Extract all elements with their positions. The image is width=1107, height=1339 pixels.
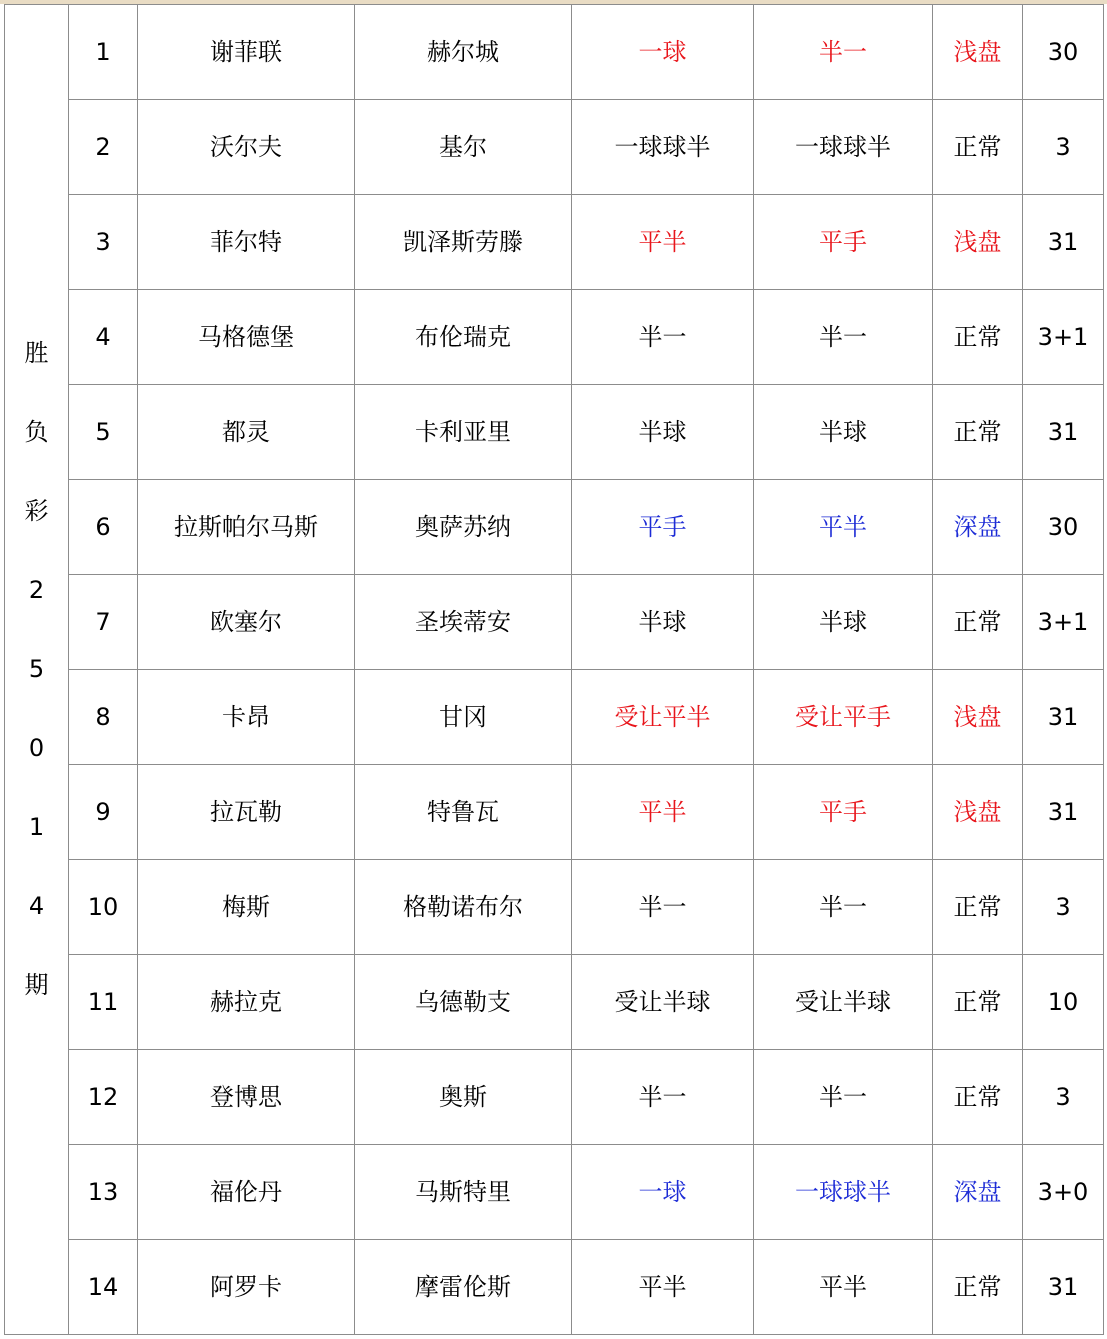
- handicap-open-cell: 半一: [572, 290, 754, 385]
- handicap-close-cell: 平手: [754, 195, 933, 290]
- home-team-cell: 欧塞尔: [138, 575, 355, 670]
- home-team-cell: 卡昂: [138, 670, 355, 765]
- period-label-char: 1: [28, 813, 45, 841]
- handicap-open-cell: 受让半球: [572, 955, 754, 1050]
- match-number-cell: 12: [69, 1050, 138, 1145]
- match-number-cell: 6: [69, 480, 138, 575]
- away-team-cell: 乌德勒支: [355, 955, 572, 1050]
- line-type-cell: 浅盘: [933, 765, 1023, 860]
- table-row: [5, 100, 1104, 195]
- pick-cell: 30: [1023, 5, 1104, 100]
- period-label-char: 5: [28, 655, 45, 683]
- table-row: [5, 480, 1104, 575]
- handicap-open-cell: 半一: [572, 1050, 754, 1145]
- lottery-table-body: [5, 5, 1104, 1335]
- table-row: [5, 765, 1104, 860]
- table-row: [5, 1240, 1104, 1335]
- home-team-cell: 阿罗卡: [138, 1240, 355, 1335]
- handicap-open-cell: 受让平半: [572, 670, 754, 765]
- line-type-cell: 浅盘: [933, 5, 1023, 100]
- handicap-open-cell: 平半: [572, 1240, 754, 1335]
- handicap-close-cell: 平半: [754, 1240, 933, 1335]
- handicap-close-cell: 半球: [754, 575, 933, 670]
- handicap-close-cell: 半一: [754, 860, 933, 955]
- away-team-cell: 特鲁瓦: [355, 765, 572, 860]
- period-label-char: 4: [28, 892, 45, 920]
- handicap-close-cell: 半一: [754, 5, 933, 100]
- match-number-cell: 5: [69, 385, 138, 480]
- match-number-cell: 9: [69, 765, 138, 860]
- pick-cell: 30: [1023, 480, 1104, 575]
- handicap-open-cell: 平半: [572, 765, 754, 860]
- table-row: [5, 5, 1104, 100]
- period-label-char: 负: [24, 418, 49, 446]
- handicap-open-cell: 平手: [572, 480, 754, 575]
- table-row: [5, 670, 1104, 765]
- pick-cell: 3: [1023, 100, 1104, 195]
- handicap-close-cell: 一球球半: [754, 1145, 933, 1240]
- line-type-cell: 正常: [933, 860, 1023, 955]
- away-team-cell: 赫尔城: [355, 5, 572, 100]
- line-type-cell: 浅盘: [933, 195, 1023, 290]
- pick-cell: 10: [1023, 955, 1104, 1050]
- pick-cell: 3: [1023, 1050, 1104, 1145]
- lottery-table: [4, 4, 1104, 1335]
- pick-cell: 31: [1023, 765, 1104, 860]
- home-team-cell: 拉斯帕尔马斯: [138, 480, 355, 575]
- pick-cell: 3+1: [1023, 290, 1104, 385]
- away-team-cell: 布伦瑞克: [355, 290, 572, 385]
- table-row: [5, 1050, 1104, 1145]
- period-label-char: 彩: [24, 497, 49, 525]
- handicap-close-cell: 平半: [754, 480, 933, 575]
- match-number-cell: 13: [69, 1145, 138, 1240]
- table-row: [5, 1145, 1104, 1240]
- line-type-cell: 正常: [933, 575, 1023, 670]
- away-team-cell: 凯泽斯劳滕: [355, 195, 572, 290]
- pick-cell: 31: [1023, 670, 1104, 765]
- handicap-close-cell: 平手: [754, 765, 933, 860]
- handicap-close-cell: 受让平手: [754, 670, 933, 765]
- handicap-close-cell: 半一: [754, 290, 933, 385]
- home-team-cell: 福伦丹: [138, 1145, 355, 1240]
- table-row: [5, 385, 1104, 480]
- period-label-stack: [5, 314, 68, 1025]
- period-label-char: 2: [28, 576, 45, 604]
- match-number-cell: 7: [69, 575, 138, 670]
- handicap-open-cell: 半一: [572, 860, 754, 955]
- home-team-cell: 赫拉克: [138, 955, 355, 1050]
- table-row: [5, 195, 1104, 290]
- match-number-cell: 3: [69, 195, 138, 290]
- period-label-char: 期: [24, 971, 49, 999]
- match-number-cell: 11: [69, 955, 138, 1050]
- home-team-cell: 马格德堡: [138, 290, 355, 385]
- home-team-cell: 沃尔夫: [138, 100, 355, 195]
- line-type-cell: 正常: [933, 385, 1023, 480]
- table-row: [5, 575, 1104, 670]
- away-team-cell: 卡利亚里: [355, 385, 572, 480]
- period-label-char: 0: [28, 734, 45, 762]
- pick-cell: 3+0: [1023, 1145, 1104, 1240]
- handicap-open-cell: 一球: [572, 5, 754, 100]
- table-row: [5, 860, 1104, 955]
- line-type-cell: 正常: [933, 1240, 1023, 1335]
- home-team-cell: 菲尔特: [138, 195, 355, 290]
- line-type-cell: 浅盘: [933, 670, 1023, 765]
- handicap-close-cell: 半一: [754, 1050, 933, 1145]
- handicap-open-cell: 半球: [572, 575, 754, 670]
- away-team-cell: 甘冈: [355, 670, 572, 765]
- away-team-cell: 圣埃蒂安: [355, 575, 572, 670]
- away-team-cell: 马斯特里: [355, 1145, 572, 1240]
- line-type-cell: 正常: [933, 100, 1023, 195]
- away-team-cell: 基尔: [355, 100, 572, 195]
- table-row: [5, 290, 1104, 385]
- pick-cell: 3: [1023, 860, 1104, 955]
- match-number-cell: 10: [69, 860, 138, 955]
- pick-cell: 3+1: [1023, 575, 1104, 670]
- match-number-cell: 2: [69, 100, 138, 195]
- match-number-cell: 14: [69, 1240, 138, 1335]
- line-type-cell: 深盘: [933, 1145, 1023, 1240]
- handicap-close-cell: 受让半球: [754, 955, 933, 1050]
- table-row: [5, 955, 1104, 1050]
- handicap-open-cell: 半球: [572, 385, 754, 480]
- handicap-open-cell: 平半: [572, 195, 754, 290]
- period-label-char: 胜: [24, 339, 49, 367]
- line-type-cell: 正常: [933, 955, 1023, 1050]
- pick-cell: 31: [1023, 385, 1104, 480]
- home-team-cell: 谢菲联: [138, 5, 355, 100]
- period-label: [5, 5, 69, 1335]
- line-type-cell: 正常: [933, 1050, 1023, 1145]
- match-number-cell: 8: [69, 670, 138, 765]
- pick-cell: 31: [1023, 1240, 1104, 1335]
- home-team-cell: 梅斯: [138, 860, 355, 955]
- away-team-cell: 奥萨苏纳: [355, 480, 572, 575]
- home-team-cell: 都灵: [138, 385, 355, 480]
- away-team-cell: 摩雷伦斯: [355, 1240, 572, 1335]
- pick-cell: 31: [1023, 195, 1104, 290]
- handicap-close-cell: 一球球半: [754, 100, 933, 195]
- home-team-cell: 拉瓦勒: [138, 765, 355, 860]
- away-team-cell: 奥斯: [355, 1050, 572, 1145]
- line-type-cell: 正常: [933, 290, 1023, 385]
- match-number-cell: 4: [69, 290, 138, 385]
- handicap-open-cell: 一球球半: [572, 100, 754, 195]
- line-type-cell: 深盘: [933, 480, 1023, 575]
- handicap-close-cell: 半球: [754, 385, 933, 480]
- home-team-cell: 登博思: [138, 1050, 355, 1145]
- match-number-cell: 1: [69, 5, 138, 100]
- away-team-cell: 格勒诺布尔: [355, 860, 572, 955]
- handicap-open-cell: 一球: [572, 1145, 754, 1240]
